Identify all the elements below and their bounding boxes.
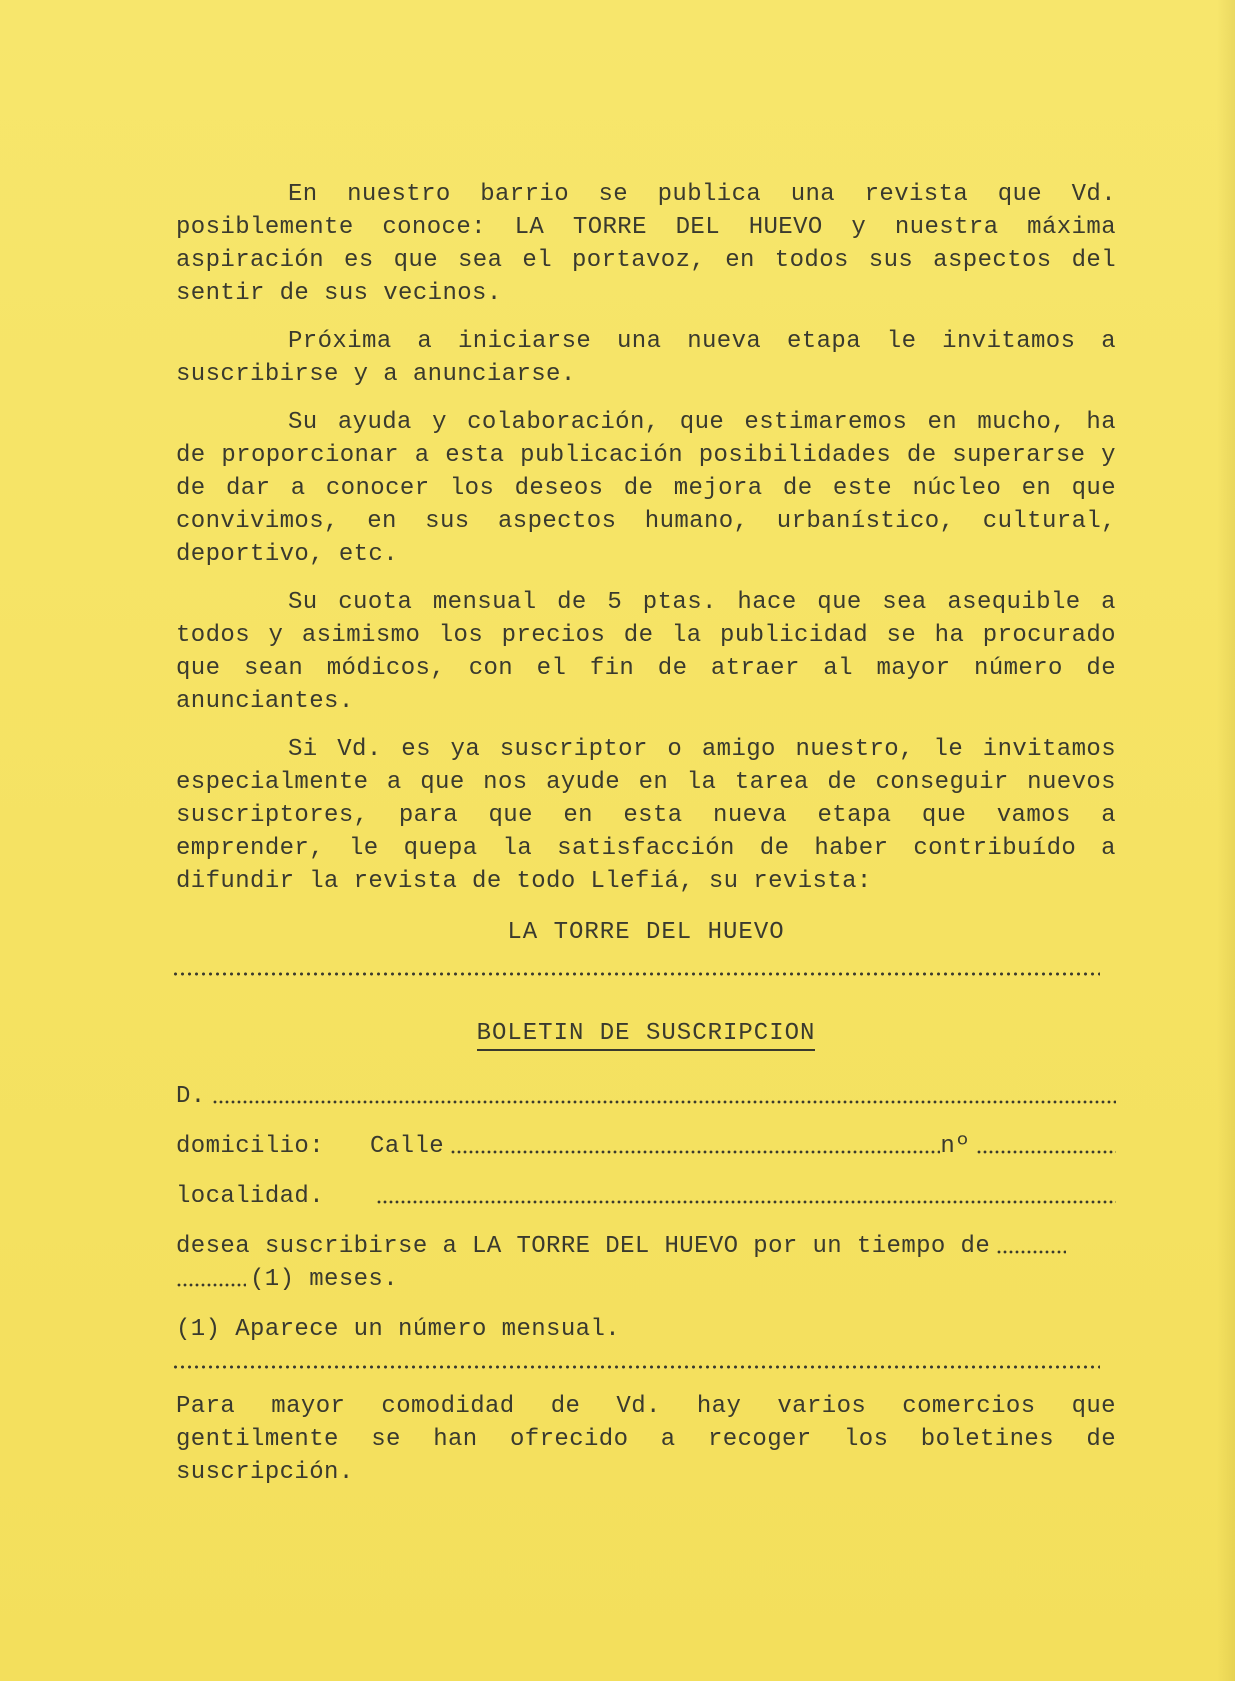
address-label: domicilio:: [176, 1133, 325, 1160]
street-label: Calle: [370, 1133, 445, 1160]
paragraph-intro: En nuestro barrio se publica una revista que Vd. posiblemente conoce: LA TORRE DEL HUEVO y nuestra máxima aspiración es que sea el portavoz, en todos sus aspectos del sentir de sus vecinos.: [176, 181, 1116, 307]
address-row[interactable]: [176, 1130, 1116, 1163]
closing-paragraph: Para mayor comodidad de Vd. hay varios comercios que gentilmente se han ofrecido a recoger los boletines de suscripción.: [176, 1393, 1116, 1486]
paragraph-invitation: Si Vd. es ya suscriptor o amigo nuestro, le invitamos especialmente a que nos ayude en la tarea de conseguir nuevos suscriptores, para que en esta nueva etapa que vamos a emprender, le quepa la satisfacción de haber contribuído a difundir la revista de todo Llefiá, su revista:: [176, 736, 1116, 895]
form-title: BOLETIN DE SUSCRIPCION: [477, 1020, 816, 1051]
footnote: (1) Aparece un número mensual.: [176, 1316, 621, 1343]
name-field[interactable]: [212, 1099, 1116, 1105]
street-field[interactable]: [450, 1149, 940, 1155]
paragraph-fee: Su cuota mensual de 5 ptas. hace que sea asequible a todos y asimismo los precios de la publicidad se ha procurado que sean módicos, con el fin de atraer al mayor número de anunciantes.: [176, 589, 1116, 715]
locality-row[interactable]: [176, 1180, 1116, 1213]
form-heading: [176, 1017, 1116, 1050]
dotted-separator-bottom: [172, 1364, 1100, 1370]
duration-field-b[interactable]: [176, 1282, 246, 1288]
months-row[interactable]: [176, 1263, 1116, 1296]
paragraph-new-stage: Próxima a iniciarse una nueva etapa le invitamos a suscribirse y a anunciarse.: [176, 328, 1116, 388]
magazine-title: LA TORRE DEL HUEVO: [507, 919, 785, 946]
dotted-separator-top: [172, 971, 1100, 977]
locality-field[interactable]: [376, 1199, 1116, 1205]
number-label: nº: [940, 1133, 970, 1160]
locality-label: localidad.: [176, 1183, 325, 1210]
paragraph-collaboration: Su ayuda y colaboración, que estimaremos en mucho, ha de proporcionar a esta publicación posibilidades de superarse y de dar a conocer los deseos de mejora de este núcleo en que convivimos, en sus aspectos humano, urbanístico, cultural, deportivo, etc.: [176, 409, 1116, 568]
name-row[interactable]: [176, 1080, 1116, 1113]
paper-edge-shadow: [1217, 0, 1235, 1681]
months-label: (1) meses.: [250, 1266, 399, 1293]
subscription-text: desea suscribirse a LA TORRE DEL HUEVO por un tiempo de: [176, 1233, 991, 1260]
subscription-row[interactable]: [176, 1230, 1116, 1263]
letter-body: [176, 178, 1116, 1501]
duration-field-a[interactable]: [996, 1249, 1066, 1255]
name-label: D.: [176, 1083, 206, 1110]
number-field[interactable]: [976, 1149, 1116, 1155]
